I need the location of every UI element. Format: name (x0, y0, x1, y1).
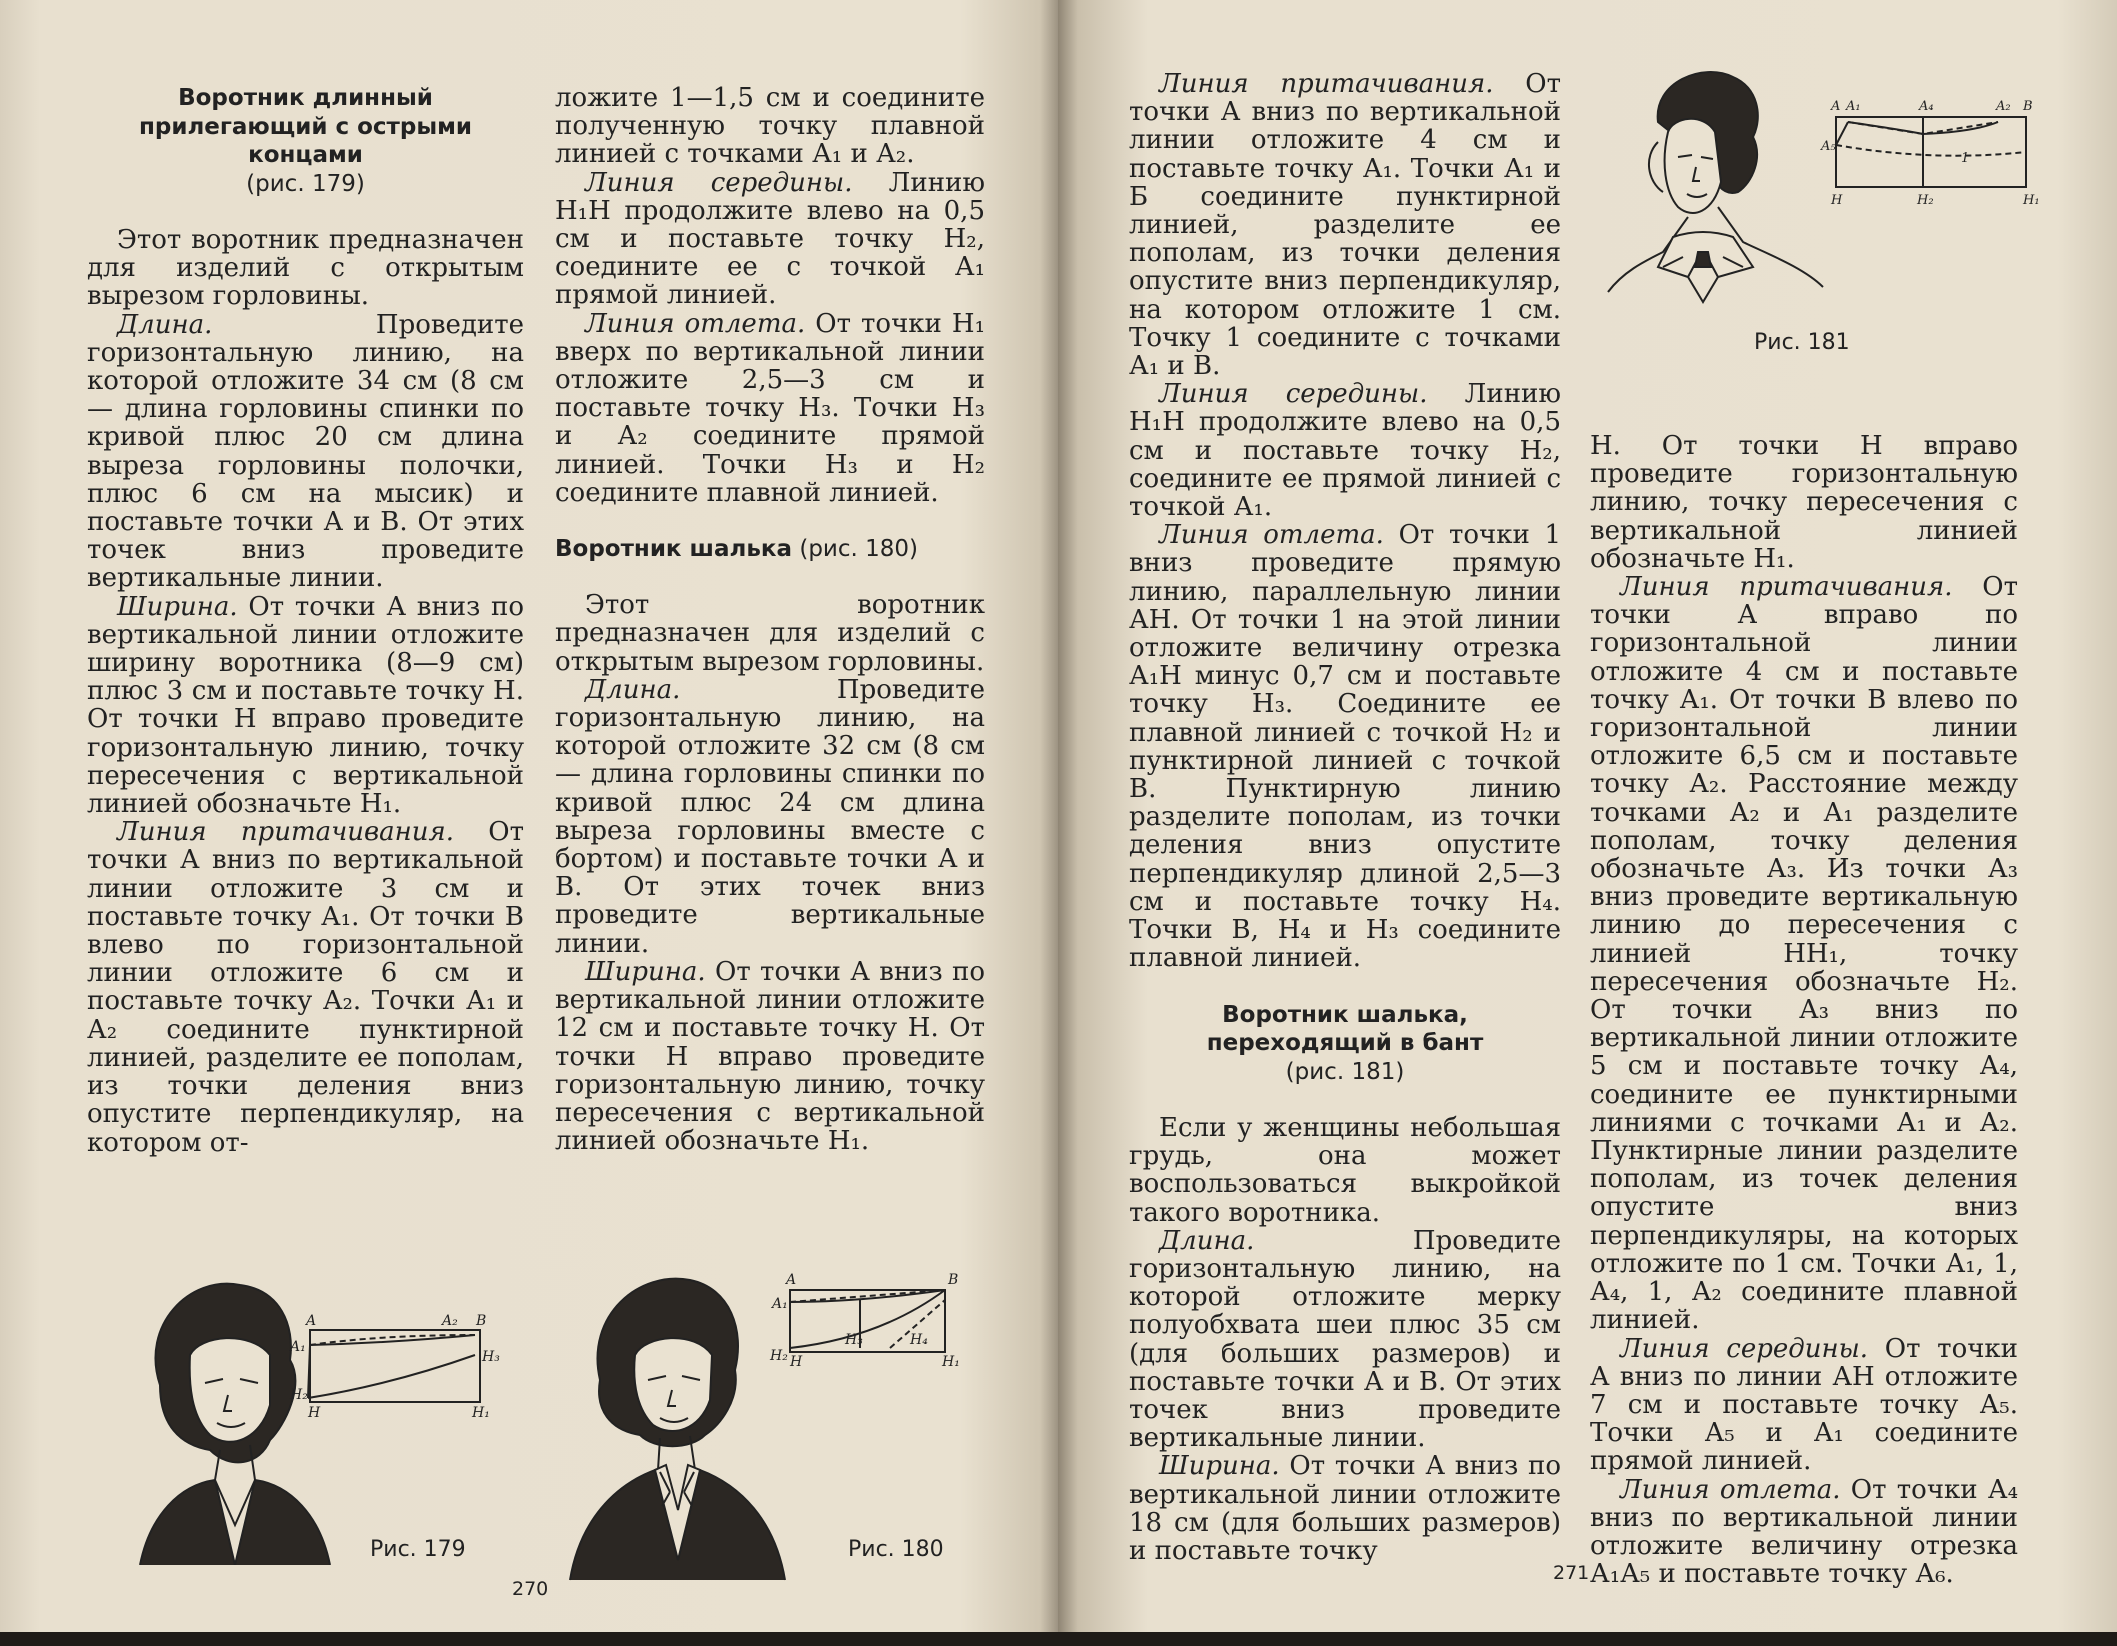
paragraph-text: От точки А вниз по вертикальной линии отложите ширину воротника (8—9 см) плюс 3 см и поставьте точку Н. От точки Н вправо проведите горизонтальную линию, точку пересечения с вертикальной линией обозначьте Н₁. (87, 591, 524, 820)
woman-portrait (140, 1284, 330, 1565)
paragraph-text: От точки Н₁ вверх по вертикальной линии отложите 2,5—3 см и поставьте точку Н₃. Точки Н₃ и А₂ соедините прямой линией. Точки Н₃ и Н₂ соедините плавной линией. (555, 308, 985, 508)
paragraph-text: От точки А вниз по вертикальной линии отложите 4 см и поставьте точку А₁. Точки А₁ и Б соедините пунктирной линией, разделите ее пополам, из точки деления опустите вниз перпендикуляр, на котором отложите 1 см. Точку 1 соедините с точками А₁ и В. (1129, 69, 1562, 382)
paragraph-text: От точки А₄ вниз по вертикальной линии отложите величину отрезка А₁А₅ и поставьте точку А₆. (1590, 1474, 2018, 1590)
paragraph (87, 593, 524, 819)
paragraph-label: Длина. (585, 674, 681, 705)
heading-figure-ref: (рис. 179) (246, 170, 365, 197)
paragraph-label: Длина. (117, 309, 213, 340)
paragraph-text: От точки А вправо по горизонтальной линии отложите 4 см и поставьте точку А₁. От точки В влево по горизонтальной линии отложите 6,5 см и поставьте точку А₂. Расстояние между точками А₂ и А₁ разделите пополам, точку деления обозначьте А₃. Из точки А₃ вниз проведите вертикальную линию до пересечения с линией НН₁, точку пересечения обозначьте Н₂. От точки А₃ вниз по вертикальной линии отложите 5 см и поставьте точку А₄, соедините ее пунктирными линиями с точками А₁ и А₂. Пунктирные линии разделите пополам, из точек деления опустите вниз перпендикуляры, на которых отложите по 1 см. Точки А₁, 1, А₄, 1, А₂ соедините плавной линией. (1590, 572, 2019, 1336)
heading-line: прилегающий с острыми (138, 113, 473, 140)
heading-line: Воротник длинный (178, 85, 433, 111)
paragraph-label: Линия притачивания. (1620, 572, 1953, 603)
label-h: H (308, 1405, 321, 1421)
label-h: H (1831, 193, 1843, 208)
paragraph-text: От точки 1 вниз проведите прямую линию, параллельную линии АН. От точки 1 на этой линии отложите величину отрезка А₁Н минус 0,7 см и поставьте точку Н₃. Соедините ее плавной линией с точкой Н₂ и пунктирной линией с точкой В. Пунктирную линию разделите пополам, из точки деления вниз опустите перпендикуляр длиной 2,5—3 см и поставьте точку Н₄. Точки В, Н₄ и Н₃ соедините плавной линией. (1129, 520, 1561, 974)
heading-line: Воротник шалька, (1222, 1001, 1468, 1028)
collar-pattern-179 (308, 1330, 480, 1402)
label-a2: A₂ (442, 1313, 458, 1329)
paragraph-label: Линия середины. (585, 167, 853, 198)
label-h2: H₂ (290, 1387, 308, 1403)
paragraph (555, 676, 985, 958)
paragraph-text: Проведите горизонтальную линию, на которой отложите 34 см (8 см — длина горловины спинки по кривой плюс 20 см длина выреза горловины полочки, плюс 6 см на мысик) и поставьте точки А и В. От этих точек вниз проведите вертикальные линии. (87, 309, 524, 594)
paragraph-label: Длина. (1159, 1225, 1255, 1256)
label-h2: H₂ (1917, 193, 1934, 208)
paragraph-text: От точки А вниз по линии АН отложите 7 см и поставьте точку А₅. Точки А₅ и А₁ соедините прямой линией. (1590, 1333, 2018, 1477)
paragraph (1590, 1335, 2018, 1476)
section-heading-shawl-bow (1129, 1001, 1561, 1087)
label-point-1: 1 (1961, 151, 1970, 166)
figure-179-illustration (120, 1265, 505, 1565)
paragraph-label: Ширина. (117, 591, 238, 622)
woman-portrait (570, 1279, 785, 1580)
paragraph (1590, 1476, 2018, 1589)
label-a2: A₂ (1996, 99, 2011, 114)
book-bottom-edge (0, 1632, 2117, 1646)
paragraph-label: Линия отлета. (1159, 520, 1384, 551)
label-a5: A₅ (1821, 139, 1836, 154)
figure-179-caption: Рис. 179 (370, 1537, 466, 1562)
label-a1: A₁ (772, 1296, 788, 1312)
collar-pattern-181 (1836, 117, 2026, 187)
heading-figure-ref: (рис. 181) (1285, 1058, 1405, 1085)
label-a1: A₁ (1846, 99, 1861, 114)
paragraph-label: Ширина. (1159, 1451, 1280, 1482)
label-h3: H₃ (482, 1349, 500, 1365)
paragraph-label: Линия отлета. (1620, 1474, 1841, 1505)
label-h2: H₂ (770, 1348, 788, 1364)
paragraph (555, 169, 985, 310)
paragraph (1129, 521, 1561, 972)
label-b: B (2023, 99, 2033, 114)
right-page-column-1 (1129, 70, 1561, 1565)
paragraph (1129, 380, 1561, 521)
paragraph: Этот воротник предназначен для изделий с открытым вырезом горловины. (555, 590, 985, 677)
label-h1: H₁ (472, 1405, 490, 1421)
label-b: B (948, 1272, 959, 1288)
label-h: H (790, 1354, 803, 1370)
paragraph (1129, 70, 1561, 380)
label-h1: H₁ (942, 1354, 960, 1370)
paragraph (555, 310, 985, 507)
paragraph-text: От точки А вниз по вертикальной линии отложите 3 см и поставьте точку А₁. От точки В влево по горизонтальной линии отложите 6 см и поставьте точку А₂. Точки А₁ и А₂ соедините пунктирной линией, разделите ее пополам, из точки деления вниз опустите перпендикуляр, на котором от- (87, 817, 525, 1158)
paragraph-text: От точки А вниз по вертикальной линии отложите 18 см (для больших размеров) и поставьте точку (1129, 1451, 1561, 1567)
section-heading-shawl-collar (555, 535, 985, 563)
right-page-column-2 (1590, 432, 2018, 1588)
page-number-right: 271 (1553, 1562, 1590, 1584)
paragraph (87, 818, 524, 1156)
paragraph (1590, 573, 2018, 1334)
paragraph (87, 311, 524, 593)
left-page (0, 0, 1058, 1646)
woman-portrait (1608, 72, 1823, 302)
paragraph (1129, 1227, 1561, 1453)
label-a4: A₄ (1919, 99, 1934, 114)
paragraph-text: Линию Н₁Н продолжите влево на 0,5 см и поставьте точку Н₂, соедините ее с точкой А₁ прямой линией. (555, 167, 985, 311)
heading-figure-ref: (рис. 180) (792, 536, 919, 563)
page-number-left: 270 (512, 1578, 549, 1600)
right-page (1058, 0, 2117, 1646)
label-b: B (476, 1313, 487, 1329)
paragraph: Этот воротник предназначен для изделий с открытым вырезом горловины. (87, 225, 524, 312)
paragraph: Если у женщины небольшая грудь, она может воспользоваться выкройкой такого воротника. (1129, 1113, 1561, 1228)
paragraph-label: Ширина. (585, 956, 706, 987)
figure-181-illustration (1603, 62, 2043, 322)
label-a: A (306, 1313, 317, 1329)
heading-text: Воротник шалька (555, 536, 793, 563)
paragraph: ложите 1—1,5 см и соедините полученную точку плавной линией с точками А₁ и А₂. (555, 83, 985, 170)
paragraph-label: Линия притачивания. (1159, 69, 1494, 99)
paragraph-text: Линию Н₁Н продолжите влево на 0,5 см и поставьте точку Н₂, соедините ее прямой линией с точкой А₁. (1129, 379, 1561, 523)
label-h3: H₃ (845, 1332, 863, 1348)
figure-180-caption: Рис. 180 (848, 1537, 944, 1562)
label-a: A (786, 1272, 797, 1288)
pattern-labels (769, 1272, 960, 1370)
paragraph-label: Линия середины. (1159, 379, 1428, 410)
paragraph: Н. От точки Н вправо проведите горизонтальную линию, точку пересечения с вертикальной линией обозначьте Н₁. (1590, 431, 2018, 574)
section-heading-collar-long (87, 84, 524, 198)
paragraph-label: Линия середины. (1620, 1333, 1869, 1364)
left-page-column-1 (87, 84, 524, 1157)
heading-line: переходящий в бант (1206, 1030, 1484, 1056)
heading-line: концами (248, 142, 363, 168)
paragraph-text: Проведите горизонтальную линию, на которой отложите мерку полуобхвата шеи плюс 35 см (для больших размеров) и поставьте точки А и В. От этих точек вниз проведите вертикальные линии. (1129, 1225, 1561, 1454)
paragraph-text: От точки А вниз по вертикальной линии отложите 12 см и поставьте точку Н. От точки Н вправо проведите горизонтальную линию, точку пересечения с вертикальной линией обозначьте Н₁. (555, 956, 985, 1157)
paragraph-text: Проведите горизонтальную линию, на которой отложите 32 см (8 см — длина горловины спинки по кривой плюс 24 см длина выреза горловины вместе с бортом) и поставьте точки А и В. От этих точек вниз проведите вертикальные линии. (555, 674, 985, 959)
paragraph-label: Линия притачивания. (117, 817, 455, 848)
paragraph (1129, 1452, 1561, 1565)
paragraph-label: Линия отлета. (585, 308, 806, 339)
label-h4: H₄ (910, 1332, 928, 1348)
figure-181-caption: Рис. 181 (1754, 330, 1850, 355)
label-a1: A₁ (290, 1339, 306, 1355)
label-h1: H₁ (2023, 193, 2040, 208)
paragraph (555, 958, 985, 1155)
label-a: A (1831, 99, 1841, 114)
left-page-column-2 (555, 84, 985, 1155)
